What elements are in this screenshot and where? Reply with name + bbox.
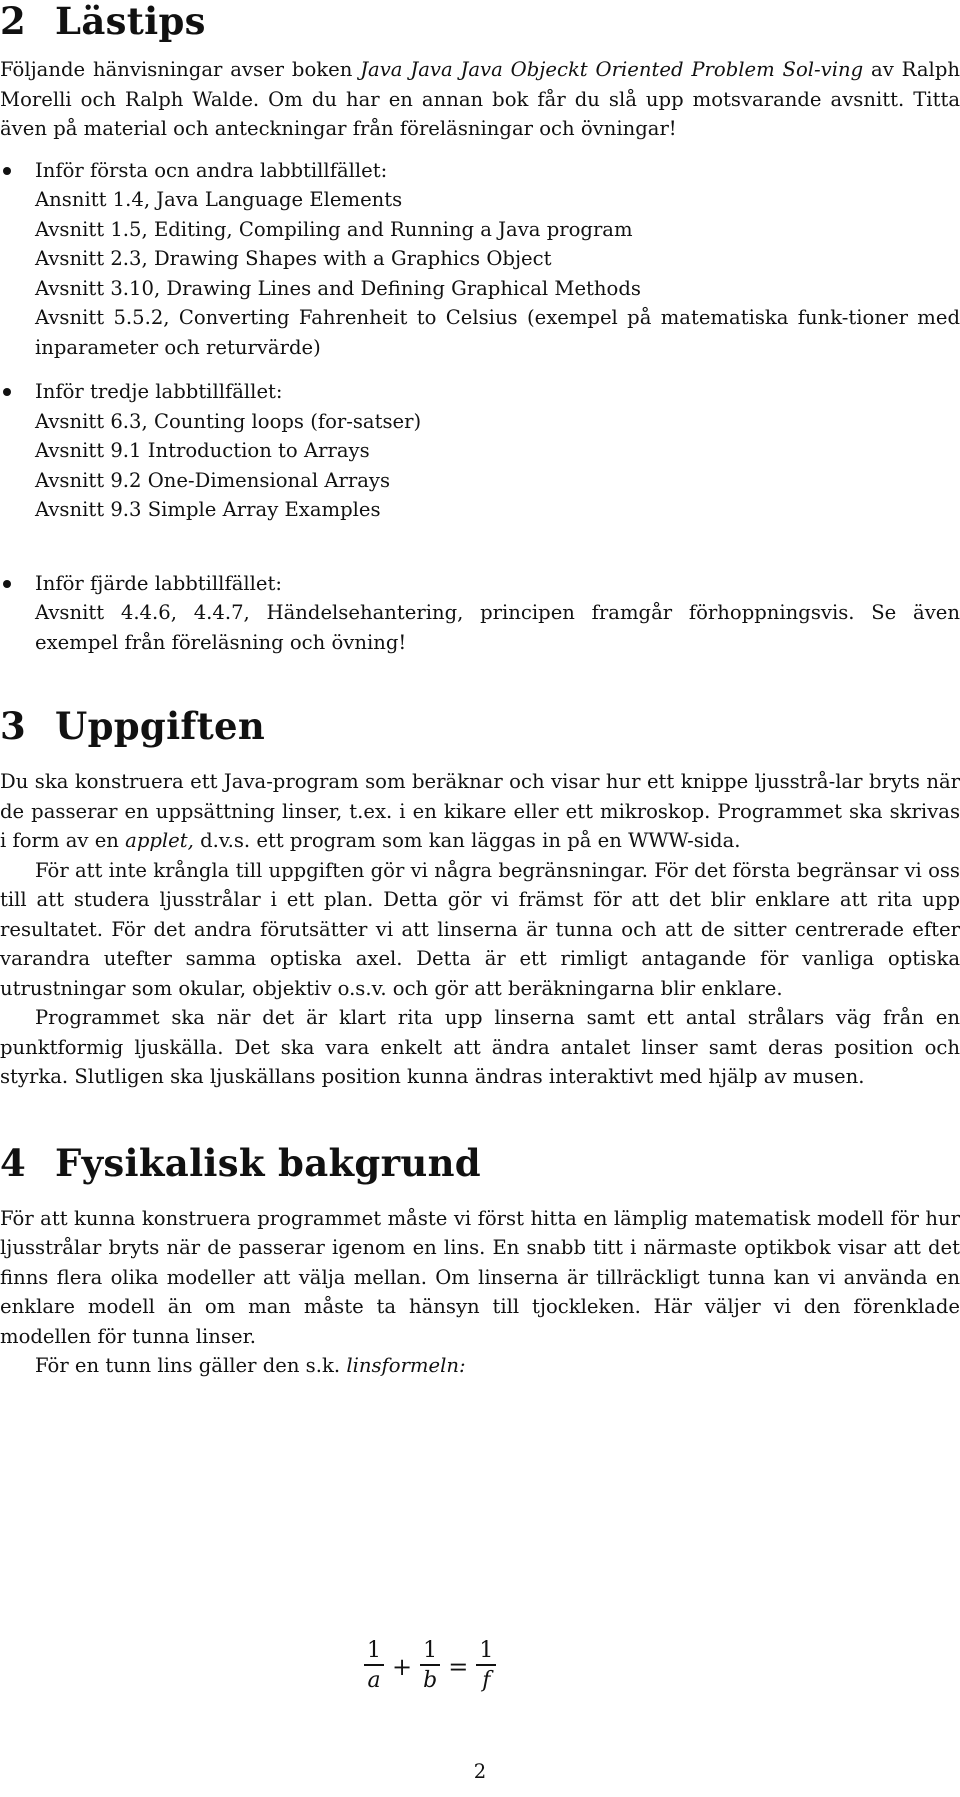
reading-list [0,156,960,658]
applet-term: applet, [125,829,194,852]
plus-sign: + [392,1653,413,1681]
list-item-line: Avsnitt 5.5.2, Converting Fahrenheit to Celsius (exempel på matematiska funk-tioner med inparameter och returvärde) [35,306,960,359]
physics-paragraph-2 [0,1351,960,1381]
list-item-heading: Inför första ocn andra labbtillfället: [35,158,388,182]
list-item-heading: Inför fjärde labbtillfället: [35,571,282,595]
numerator: 1 [423,1638,438,1664]
section-number: 2 [0,0,27,43]
section-heading-lastips [0,0,960,42]
list-item-line: Avsnitt 9.2 One-Dimensional Arrays [35,468,391,492]
lens-formula [362,1632,498,1702]
book-title: Java Java Java Objeckt Oriented Problem Sol-ving [360,58,864,81]
section-number: 3 [0,704,27,748]
lens-formula-intro: För en tunn lins gäller den s.k. [35,1354,347,1377]
list-item-line: Avsnitt 9.3 Simple Array Examples [35,498,381,521]
list-item-line: Avsnitt 6.3, Counting loops (for-satser) [35,409,422,433]
list-item-heading: Inför tredje labbtillfället: [35,380,283,403]
task-paragraph-3: Programmet ska när det är klart rita upp linserna samt ett antal strålars väg från en punktformig ljuskälla. Det ska vara enkelt att ändra antalet linser samt deras position och styrka. Slutligen ska ljuskällans position kunna ändras interaktivt med hjälp av musen. [0,1006,960,1088]
denominator: f [482,1667,491,1693]
list-item-line: Avsnitt 4.4.6, 4.4.7, Händelsehantering, principen framgår förhoppningsvis. Se även exempel från föreläsning och övning! [35,601,960,654]
section-heading-fysikalisk-bakgrund [0,1142,960,1184]
task-paragraph-1 [0,767,960,856]
section-number: 4 [0,1140,27,1185]
section-title: Uppgiften [55,704,266,748]
list-item [0,377,960,525]
bullet-icon [3,388,11,396]
denominator: b [423,1667,438,1693]
lens-formula-term: linsformeln: [346,1354,466,1377]
section-title: Fysikalisk bakgrund [55,1140,481,1185]
list-item-line: Ansnitt 1.4, Java Language Elements [35,188,403,211]
intro-paragraph [0,55,960,144]
intro-text-start: Följande hänvisningar avser boken [0,58,361,81]
fraction-1-over-a [364,1638,384,1696]
physics-paragraph-1: För att kunna konstruera programmet måste vi först hitta en lämplig matematisk modell för hur ljusstrålar bryts när de passerar igenom en lins. En snabb titt i närmaste optikbok visar att det finns flera olika modeller att välja mellan. Om linserna är tillräckligt tunna kan vi använda en enklare modell än om man måste ta hänsyn till tjockleken. Här väljer vi den förenklade modellen för tunna linser. [0,1206,960,1348]
task-text-start: Du ska konstruera ett Java-program som beräknar och visar hur ett knippe ljusstrå-lar bryts när de passerar en uppsättning linser, t.ex. i en kikare eller ett mikroskop. Programmet ska skrivas i form av en [0,770,960,852]
equals-sign: = [448,1653,469,1681]
list-item [0,569,960,658]
task-paragraph-2: För att inte krångla till uppgiften gör vi några begränsningar. För det första begränsar vi oss till att studera ljusstrålar i ett plan. Detta gör vi främst för att det blir enklare att rita upp resultatet. För det andra förutsätter vi att linserna är tunna och att de sitter centrerade efter varandra utefter samma optiska axel. Detta är ett rimligt antagande för vanliga optiska utrustningar som okular, objektiv o.s.v. och gör att beräkningarna blir enklare. [0,858,960,1000]
page-number: 2 [473,1760,487,1783]
list-item-line: Avsnitt 2.3, Drawing Shapes with a Graphics Object [35,247,552,270]
numerator: 1 [479,1638,494,1664]
intro-text-end: av Ralph Morelli och Ralph Walde. Om du har en annan bok får du slå upp motsvarande avsnitt. Titta även på material och anteckningar från föreläsningar och övningar! [0,58,960,140]
denominator: a [367,1667,381,1693]
list-item-line: Avsnitt 3.10, Drawing Lines and Defining Graphical Methods [35,276,641,300]
bullet-icon [3,580,11,588]
fraction-1-over-b [420,1638,440,1696]
list-item-line: Avsnitt 9.1 Introduction to Arrays [35,439,370,462]
task-text-end: d.v.s. ett program som kan läggas in på en WWW-sida. [193,829,741,852]
numerator: 1 [367,1638,381,1664]
bullet-icon [3,167,11,175]
list-item [0,156,960,363]
list-item-line: Avsnitt 1.5, Editing, Compiling and Running a Java program [35,217,633,241]
section-title: Lästips [55,0,206,43]
section-heading-uppgiften [0,705,960,747]
fraction-1-over-f [476,1638,496,1696]
